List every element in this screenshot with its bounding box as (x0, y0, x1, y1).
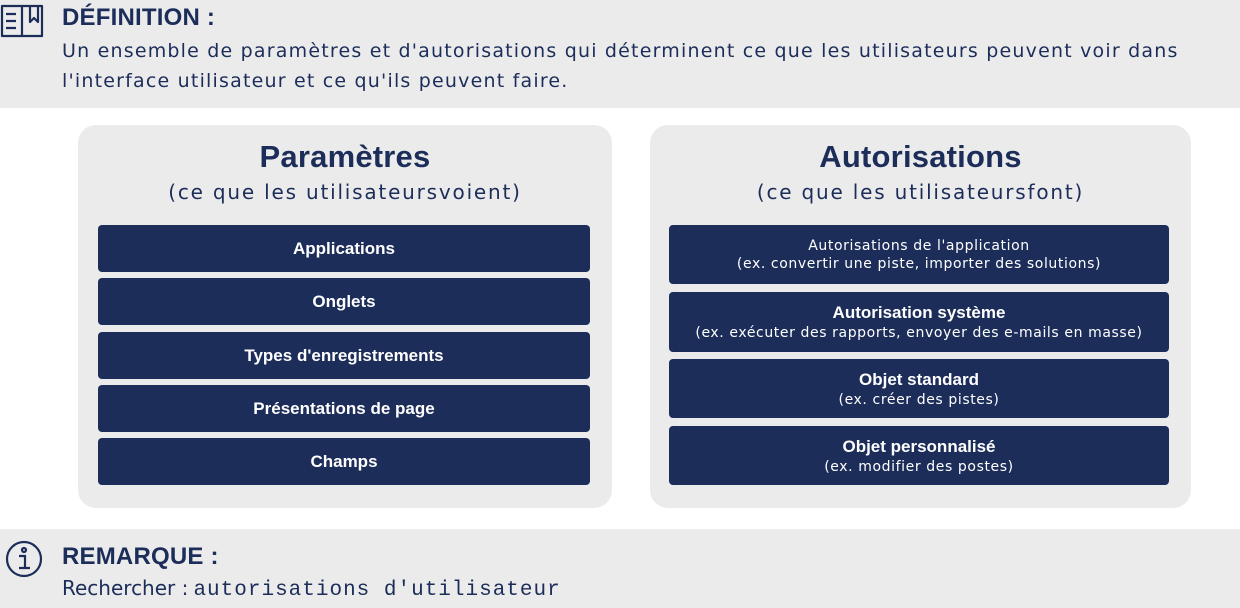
autorisations-item-label: Autorisations de l'application (808, 237, 1030, 254)
info-icon (4, 539, 44, 579)
parametres-item-label: Applications (292, 238, 395, 258)
autorisations-item-detail: (ex. modifier des postes) (824, 458, 1014, 475)
autorisations-item-label: Objet standard (859, 369, 979, 389)
autorisations-item (669, 292, 1169, 352)
parametres-item-label: Onglets (312, 291, 376, 311)
parametres-item (98, 438, 590, 485)
autorisations-item-label: Autorisation système (832, 303, 1006, 322)
parametres-item-label: Types d'enregistrements (244, 345, 444, 365)
autorisations-item (669, 359, 1169, 418)
remark-band (0, 529, 1240, 608)
parametres-item-label: Présentations de page (253, 398, 435, 418)
definition-text: Un ensemble de paramètres et d'autorisations qui déterminent ce que les utilisateurs peuvent voir dans l'interface utilisateur et ce qu'ils peuvent faire. (62, 40, 1179, 92)
autorisations-item (669, 426, 1169, 485)
autorisations-item-detail: (ex. créer des pistes) (838, 391, 1000, 408)
parametres-item (98, 225, 590, 272)
autorisations-item-label: Objet personnalisé (842, 436, 996, 456)
book-icon (0, 0, 46, 42)
parametres-subtitle: (ce que les utilisateursvoient) (168, 180, 522, 204)
parametres-item (98, 385, 590, 432)
autorisations-item-detail: (ex. convertir une piste, importer des solutions) (736, 255, 1102, 272)
autorisations-subtitle: (ce que les utilisateursfont) (756, 180, 1085, 204)
remark-search-term: autorisations d'utilisateur (193, 579, 561, 602)
parametres-item (98, 332, 590, 379)
definition-heading: DÉFINITION : (62, 4, 216, 31)
definition-band (0, 0, 1240, 108)
autorisations-item-detail: (ex. exécuter des rapports, envoyer des e-mails en masse) (695, 325, 1143, 341)
remark-text (62, 576, 561, 602)
remark-heading: REMARQUE : (62, 543, 219, 570)
parametres-title: Paramètres (259, 139, 431, 174)
parametres-item (98, 278, 590, 325)
parametres-panel (78, 125, 612, 508)
parametres-item-label: Champs (310, 451, 378, 471)
remark-search-label: Rechercher : (62, 576, 189, 600)
autorisations-panel (650, 125, 1191, 508)
autorisations-item (669, 225, 1169, 284)
autorisations-title: Autorisations (819, 139, 1022, 174)
